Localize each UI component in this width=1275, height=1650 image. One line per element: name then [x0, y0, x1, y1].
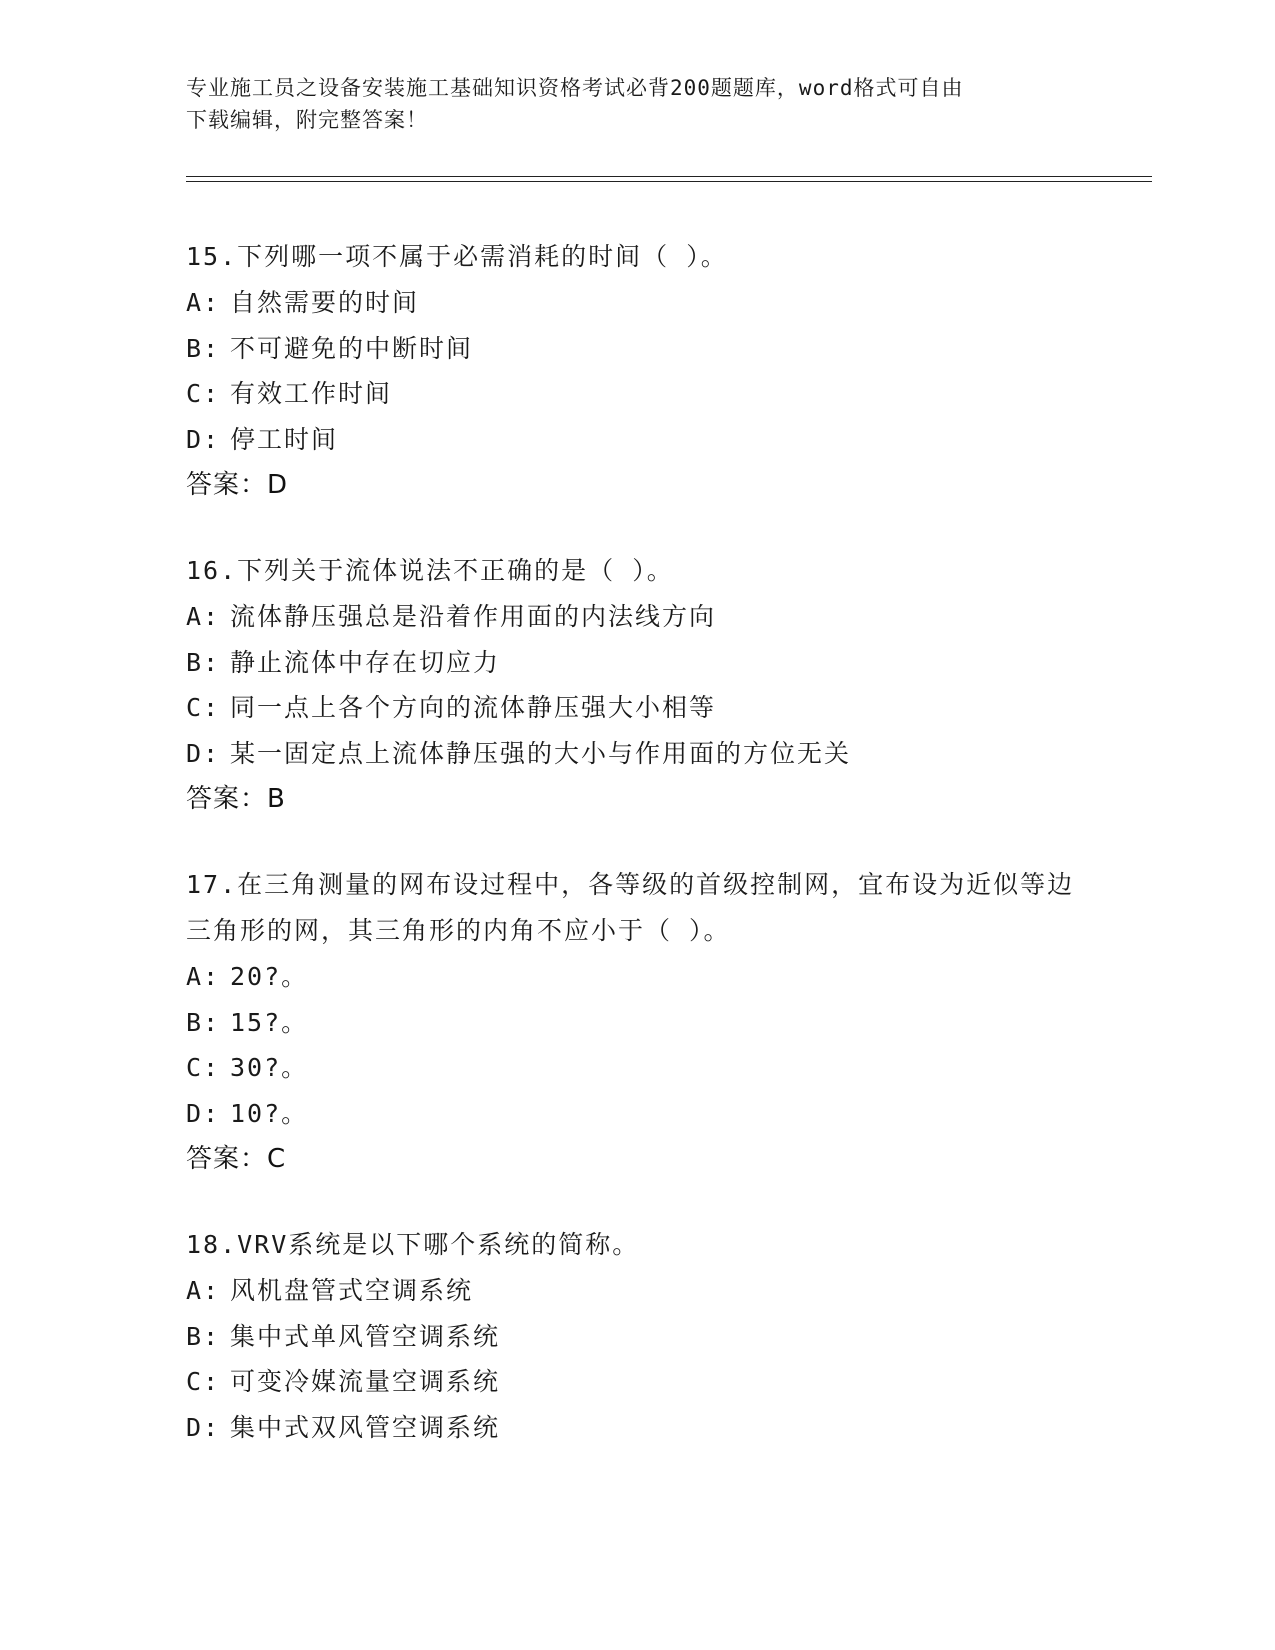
question-list [186, 234, 1086, 1490]
option-key: D: [186, 424, 221, 454]
answer-line: 答案：C [186, 1144, 287, 1174]
option-key: D: [186, 1412, 221, 1442]
option-text: 某一固定点上流体静压强的大小与作用面的方位无关 [230, 738, 852, 768]
question-15 [186, 234, 1086, 508]
option-a [186, 280, 1086, 326]
option-b [186, 640, 1086, 686]
question-17 [186, 862, 1086, 1182]
option-a [186, 954, 1086, 1000]
option-a [186, 594, 1086, 640]
header-divider-top [186, 176, 1152, 177]
option-key: C: [186, 1367, 221, 1396]
option-text: 10?。 [230, 1098, 309, 1128]
option-text: 集中式双风管空调系统 [230, 1412, 501, 1442]
question-stem: 18.VRV系统是以下哪个系统的简称。 [186, 1230, 640, 1259]
question-16 [186, 548, 1086, 822]
answer-line: 答案：B [186, 784, 286, 814]
option-key: D: [186, 1098, 221, 1128]
option-d [186, 417, 1086, 463]
option-text: 20?。 [230, 962, 309, 991]
option-text: 集中式单风管空调系统 [230, 1321, 501, 1351]
option-text: 可变冷媒流量空调系统 [230, 1367, 501, 1396]
option-key: B: [186, 647, 221, 677]
header-divider-bottom [186, 181, 1152, 182]
option-key: A: [186, 1276, 221, 1305]
option-key: A: [186, 602, 221, 631]
option-b [186, 326, 1086, 372]
option-b [186, 1000, 1086, 1046]
header-title-line-2: 下载编辑，附完整答案！ [186, 108, 428, 132]
option-key: D: [186, 738, 221, 768]
option-key: B: [186, 333, 221, 363]
option-key: A: [186, 288, 221, 317]
option-key: C: [186, 379, 221, 408]
option-text: 静止流体中存在切应力 [230, 647, 501, 677]
document-header [186, 72, 1086, 136]
option-key: A: [186, 962, 221, 991]
option-text: 流体静压强总是沿着作用面的内法线方向 [230, 602, 717, 631]
option-key: B: [186, 1007, 221, 1037]
option-key: C: [186, 1053, 221, 1082]
header-title-line-1: 专业施工员之设备安装施工基础知识资格考试必背200题题库，word格式可自由 [186, 76, 964, 100]
question-18 [186, 1222, 1086, 1450]
option-c [186, 371, 1086, 417]
question-stem: 16.下列关于流体说法不正确的是（ ）。 [186, 556, 674, 585]
option-text: 有效工作时间 [230, 379, 393, 408]
option-d [186, 1091, 1086, 1137]
option-c [186, 1045, 1086, 1091]
option-text: 同一点上各个方向的流体静压强大小相等 [230, 693, 717, 722]
option-text: 不可避免的中断时间 [230, 333, 474, 363]
answer-line: 答案：D [186, 470, 289, 500]
option-key: C: [186, 693, 221, 722]
option-d [186, 1405, 1086, 1451]
option-key: B: [186, 1321, 221, 1351]
option-b [186, 1314, 1086, 1360]
question-stem: 17.在三角测量的网布设过程中，各等级的首级控制网，宜布设为近似等边三角形的网，其三角形的内角不应小于（ ）。 [186, 870, 1075, 945]
option-text: 30?。 [230, 1053, 309, 1082]
option-text: 自然需要的时间 [230, 288, 420, 317]
option-a [186, 1268, 1086, 1314]
option-c [186, 1359, 1086, 1405]
option-text: 风机盘管式空调系统 [230, 1276, 474, 1305]
question-stem: 15.下列哪一项不属于必需消耗的时间（ ）。 [186, 242, 728, 271]
option-text: 15?。 [230, 1007, 309, 1037]
option-d [186, 731, 1086, 777]
option-text: 停工时间 [230, 424, 339, 454]
option-c [186, 685, 1086, 731]
